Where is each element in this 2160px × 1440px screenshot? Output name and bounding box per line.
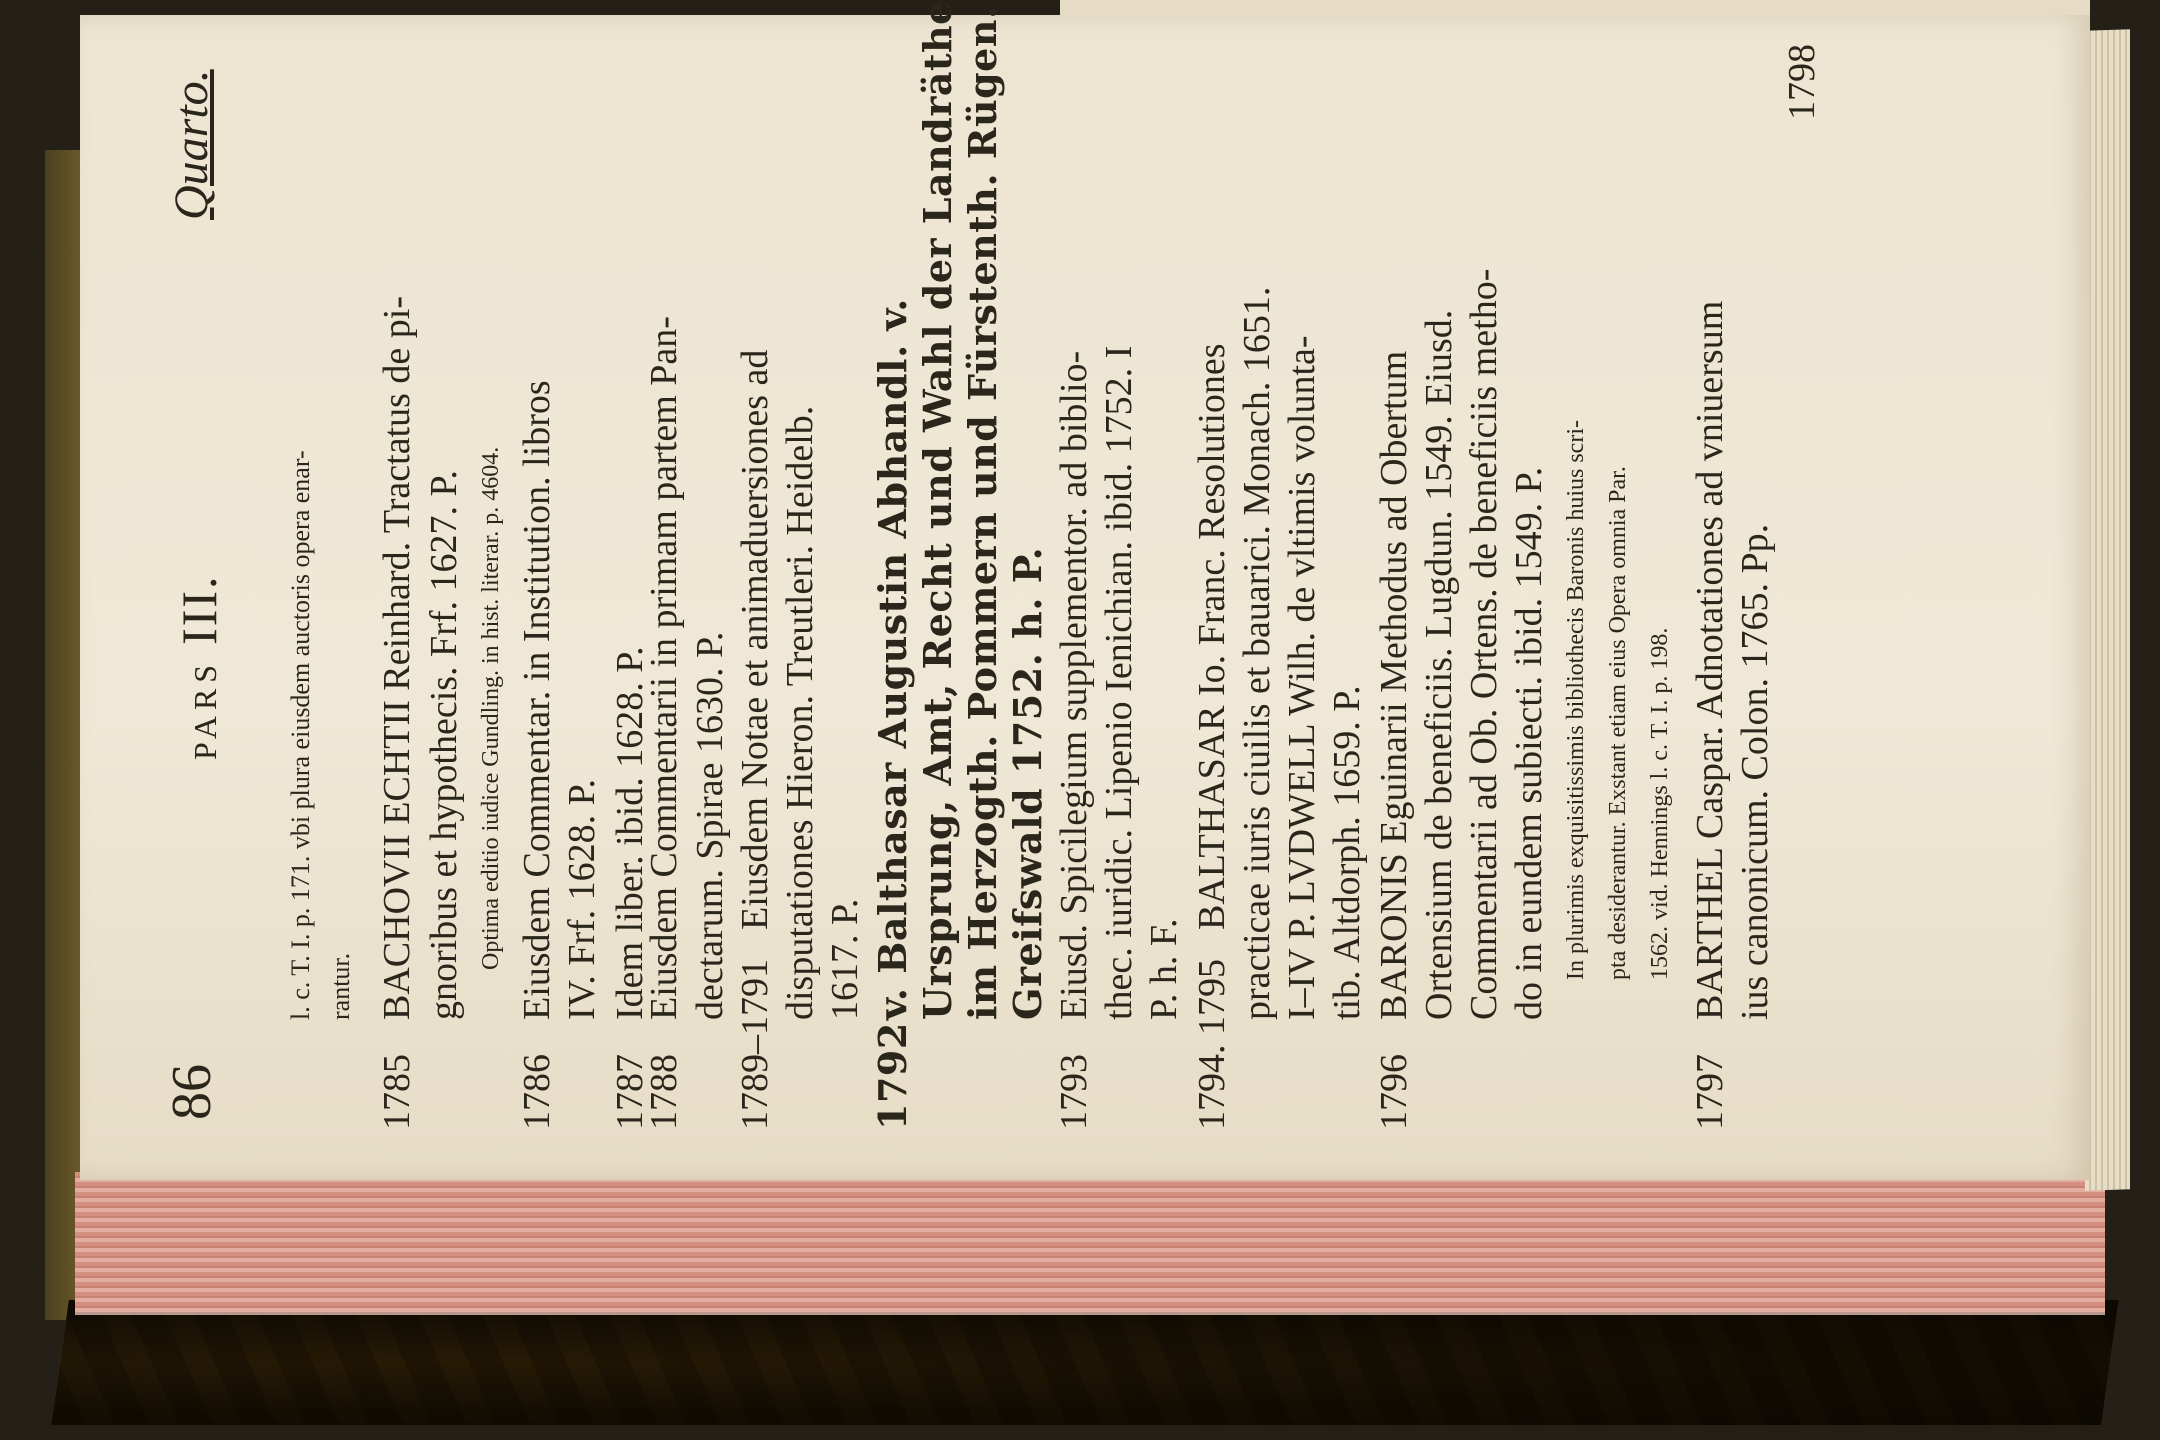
entry-line: Ursprung, Amt, Recht und Wahl der Landräthe — [915, 0, 960, 1020]
entry-line: Eiusdem Notae et animaduersiones ad — [734, 349, 776, 930]
entry-number: 1789–1791 — [734, 959, 776, 1130]
catchword: 1798 — [1781, 44, 1823, 120]
entry-line: BALTHASAR Io. Franc. Resolutiones — [1191, 343, 1233, 930]
entry-line: BARONIS Eguinarii Methodus ad Obertum — [1373, 350, 1415, 1020]
section-label: PARS — [187, 658, 223, 760]
entry-line: Eiusdem Commentar. in Institution. libros — [516, 380, 558, 1020]
entry-note: In plurimis exquisitissimis bibliothecis Baronis huius scri- — [1563, 420, 1589, 980]
entry-line: Greifswald 1752. h. P. — [1005, 546, 1050, 1020]
page-edges-red — [75, 1172, 2105, 1315]
entry-note: pta desiderantur. Exstant etiam eius Opera omnia Par. — [1605, 466, 1631, 980]
entry-line: I–IV P. LVDWELL Wilh. de vltimis volunta- — [1281, 335, 1323, 1020]
entry-number: 1794. 1795 — [1191, 959, 1233, 1130]
page-edges-side — [2085, 29, 2130, 1191]
entry-number: 1788 — [643, 1054, 685, 1130]
entry-line: ius canonicum. Colon. 1765. Pp. — [1734, 523, 1776, 1020]
book-cover-marbled — [51, 1300, 2119, 1425]
entry-line: IV. Frf. 1628. P. — [561, 778, 603, 1020]
section-heading — [170, 574, 228, 760]
entry-line: 1617. P. — [824, 898, 866, 1020]
intro-line-2: rantur. — [326, 952, 355, 1020]
entry-note: 1562. vid. Hennings l. c. T. I. p. 198. — [1647, 627, 1673, 980]
entry-number: 1796 — [1373, 1054, 1415, 1130]
entry-line: practicae iuris ciuilis et bauarici. Monach. 1651. — [1236, 286, 1278, 1020]
entry-number: 1792 — [870, 1022, 915, 1130]
intro-line-1: l. c. T. I. p. 171. vbi plura eiusdem auctoris opera enar- — [286, 450, 315, 1020]
entry-line: BARTHEL Caspar. Adnotationes ad vniuersum — [1689, 300, 1731, 1020]
entry-line: dectarum. Spirae 1630. P. — [689, 631, 731, 1020]
entry-line: Eiusdem Commentarii in primam partem Pan- — [643, 316, 685, 1020]
entry-line: gnoribus et hypothecis. Frf. 1627. P. — [423, 470, 465, 1020]
entry-line: v. Balthasar Augustin Abhandl. v. — [870, 298, 915, 1020]
section-number: III. — [171, 574, 227, 645]
entry-line: im Herzogth. Pommern und Fürstenth. Rügen. — [960, 5, 1005, 1020]
entry-number: 1793 — [1053, 1054, 1095, 1130]
page-number: 86 — [161, 1064, 223, 1120]
entry-number: 1786 — [516, 1054, 558, 1130]
entry-note: Optima editio iudice Gundling. in hist. literar. p. 4604. — [478, 446, 504, 970]
entry-number: 1797 — [1689, 1054, 1731, 1130]
format-heading: Quarto. — [165, 69, 218, 220]
entry-line: thec. iuridic. Lipenio Ienichian. ibid. 1752. I — [1098, 345, 1140, 1020]
entry-line: Eiusd. Spicilegium supplementor. ad biblio- — [1053, 350, 1095, 1020]
entry-line: tib. Altdorph. 1659. P. — [1326, 685, 1368, 1020]
entry-line: do in eundem subiecti. ibid. 1549. P. — [1508, 466, 1550, 1020]
entry-number: 1787 — [609, 1054, 651, 1130]
entry-line: disputationes Hieron. Treutleri. Heidelb. — [779, 405, 821, 1020]
page-text-rotated — [130, 0, 2010, 1130]
entry-line: BACHOVII ECHTII Reinhard. Tractatus de pi- — [376, 295, 418, 1020]
entry-line: Commentarii ad Ob. Ortens. de beneficiis metho- — [1463, 268, 1505, 1020]
entry-line: P. h. F. — [1143, 918, 1185, 1020]
entry-number: 1785 — [376, 1054, 418, 1130]
entry-line: Idem liber. ibid. 1628. P. — [609, 646, 651, 1020]
entry-line: Ortensium de beneficiis. Lugdun. 1549. Eiusd. — [1418, 309, 1460, 1020]
book-cover-spine — [45, 150, 85, 1320]
